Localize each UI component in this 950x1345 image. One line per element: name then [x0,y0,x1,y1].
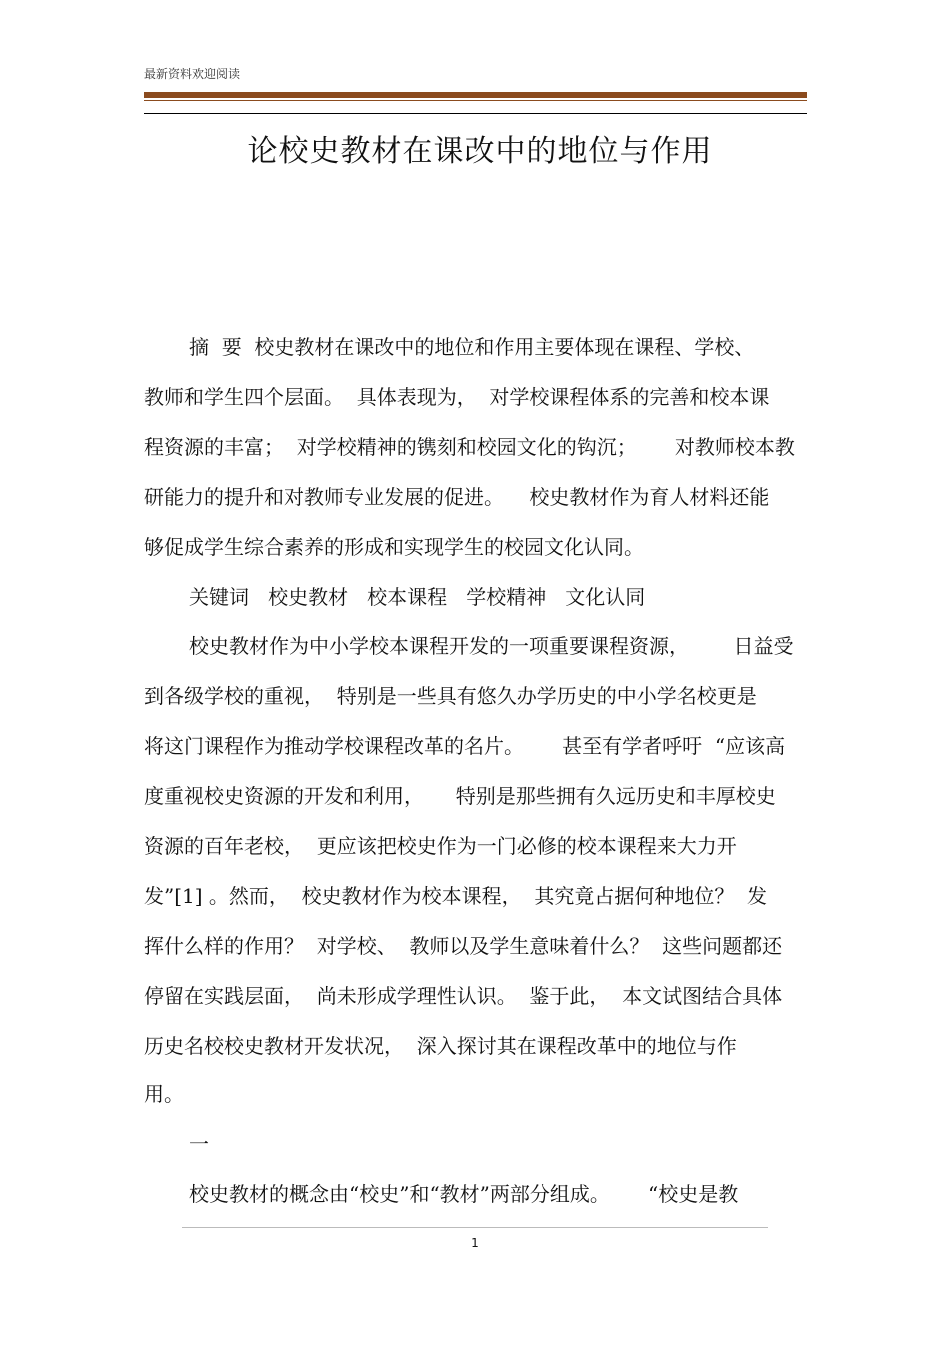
text-line: 挥什么样的作用？ 对学校、 教师以及学生意味着什么？ 这些问题都还 [144,934,783,958]
text-line: 发”[1] 。然而， 校史教材作为校本课程， 其究竟占据何种地位？ 发 [144,884,768,908]
text-line: 停留在实践层面， 尚未形成学理性认识。 鉴于此， 本文试图结合具体 [144,984,783,1008]
text-line: 将这门课程作为推动学校课程改革的名片。 甚至有学者呼吁 “应该高 [144,734,786,758]
text-line: 摘 要 校史教材在课改中的地位和作用主要体现在课程、学校、 [189,335,755,359]
text-line: 度重视校史资源的开发和利用， 特别是那些拥有久远历史和丰厚校史 [144,784,776,808]
header-rule-thick [144,92,807,98]
text-line: 资源的百年老校， 更应该把校史作为一门必修的校本课程来大力开 [144,834,737,858]
text-line: 教师和学生四个层面。 具体表现为， 对学校课程体系的完善和校本课 [144,385,770,409]
document-title: 论校史教材在课改中的地位与作用 [247,134,713,169]
text-line: 校史教材的概念由“校史”和“教材”两部分组成。 “校史是教 [189,1182,739,1206]
header-rule-thin [144,113,807,114]
keywords-line: 关键词 校史教材 校本课程 学校精神 文化认同 [189,585,646,609]
text-line: 历史名校校史教材开发状况， 深入探讨其在课程改革中的地位与作 [144,1034,737,1058]
footer-rule [182,1227,768,1228]
header-rule-thin-brown [144,100,807,101]
text-line: 用。 [144,1082,184,1106]
text-line: 到各级学校的重视， 特别是一些具有悠久办学历史的中小学名校更是 [144,684,757,708]
text-line: 程资源的丰富； 对学校精神的镌刻和校园文化的钩沉； 对教师校本教 [144,435,795,459]
header-text: 最新资料欢迎阅读 [144,67,241,81]
text-line: 够促成学生综合素养的形成和实现学生的校园文化认同。 [144,535,644,559]
text-line: 研能力的提升和对教师专业发展的促进。 校史教材作为育人材料还能 [144,485,770,509]
section-heading: 一 [189,1132,209,1156]
page-number: 1 [471,1236,479,1250]
text-line: 校史教材作为中小学校本课程开发的一项重要课程资源， 日益受 [189,634,794,658]
